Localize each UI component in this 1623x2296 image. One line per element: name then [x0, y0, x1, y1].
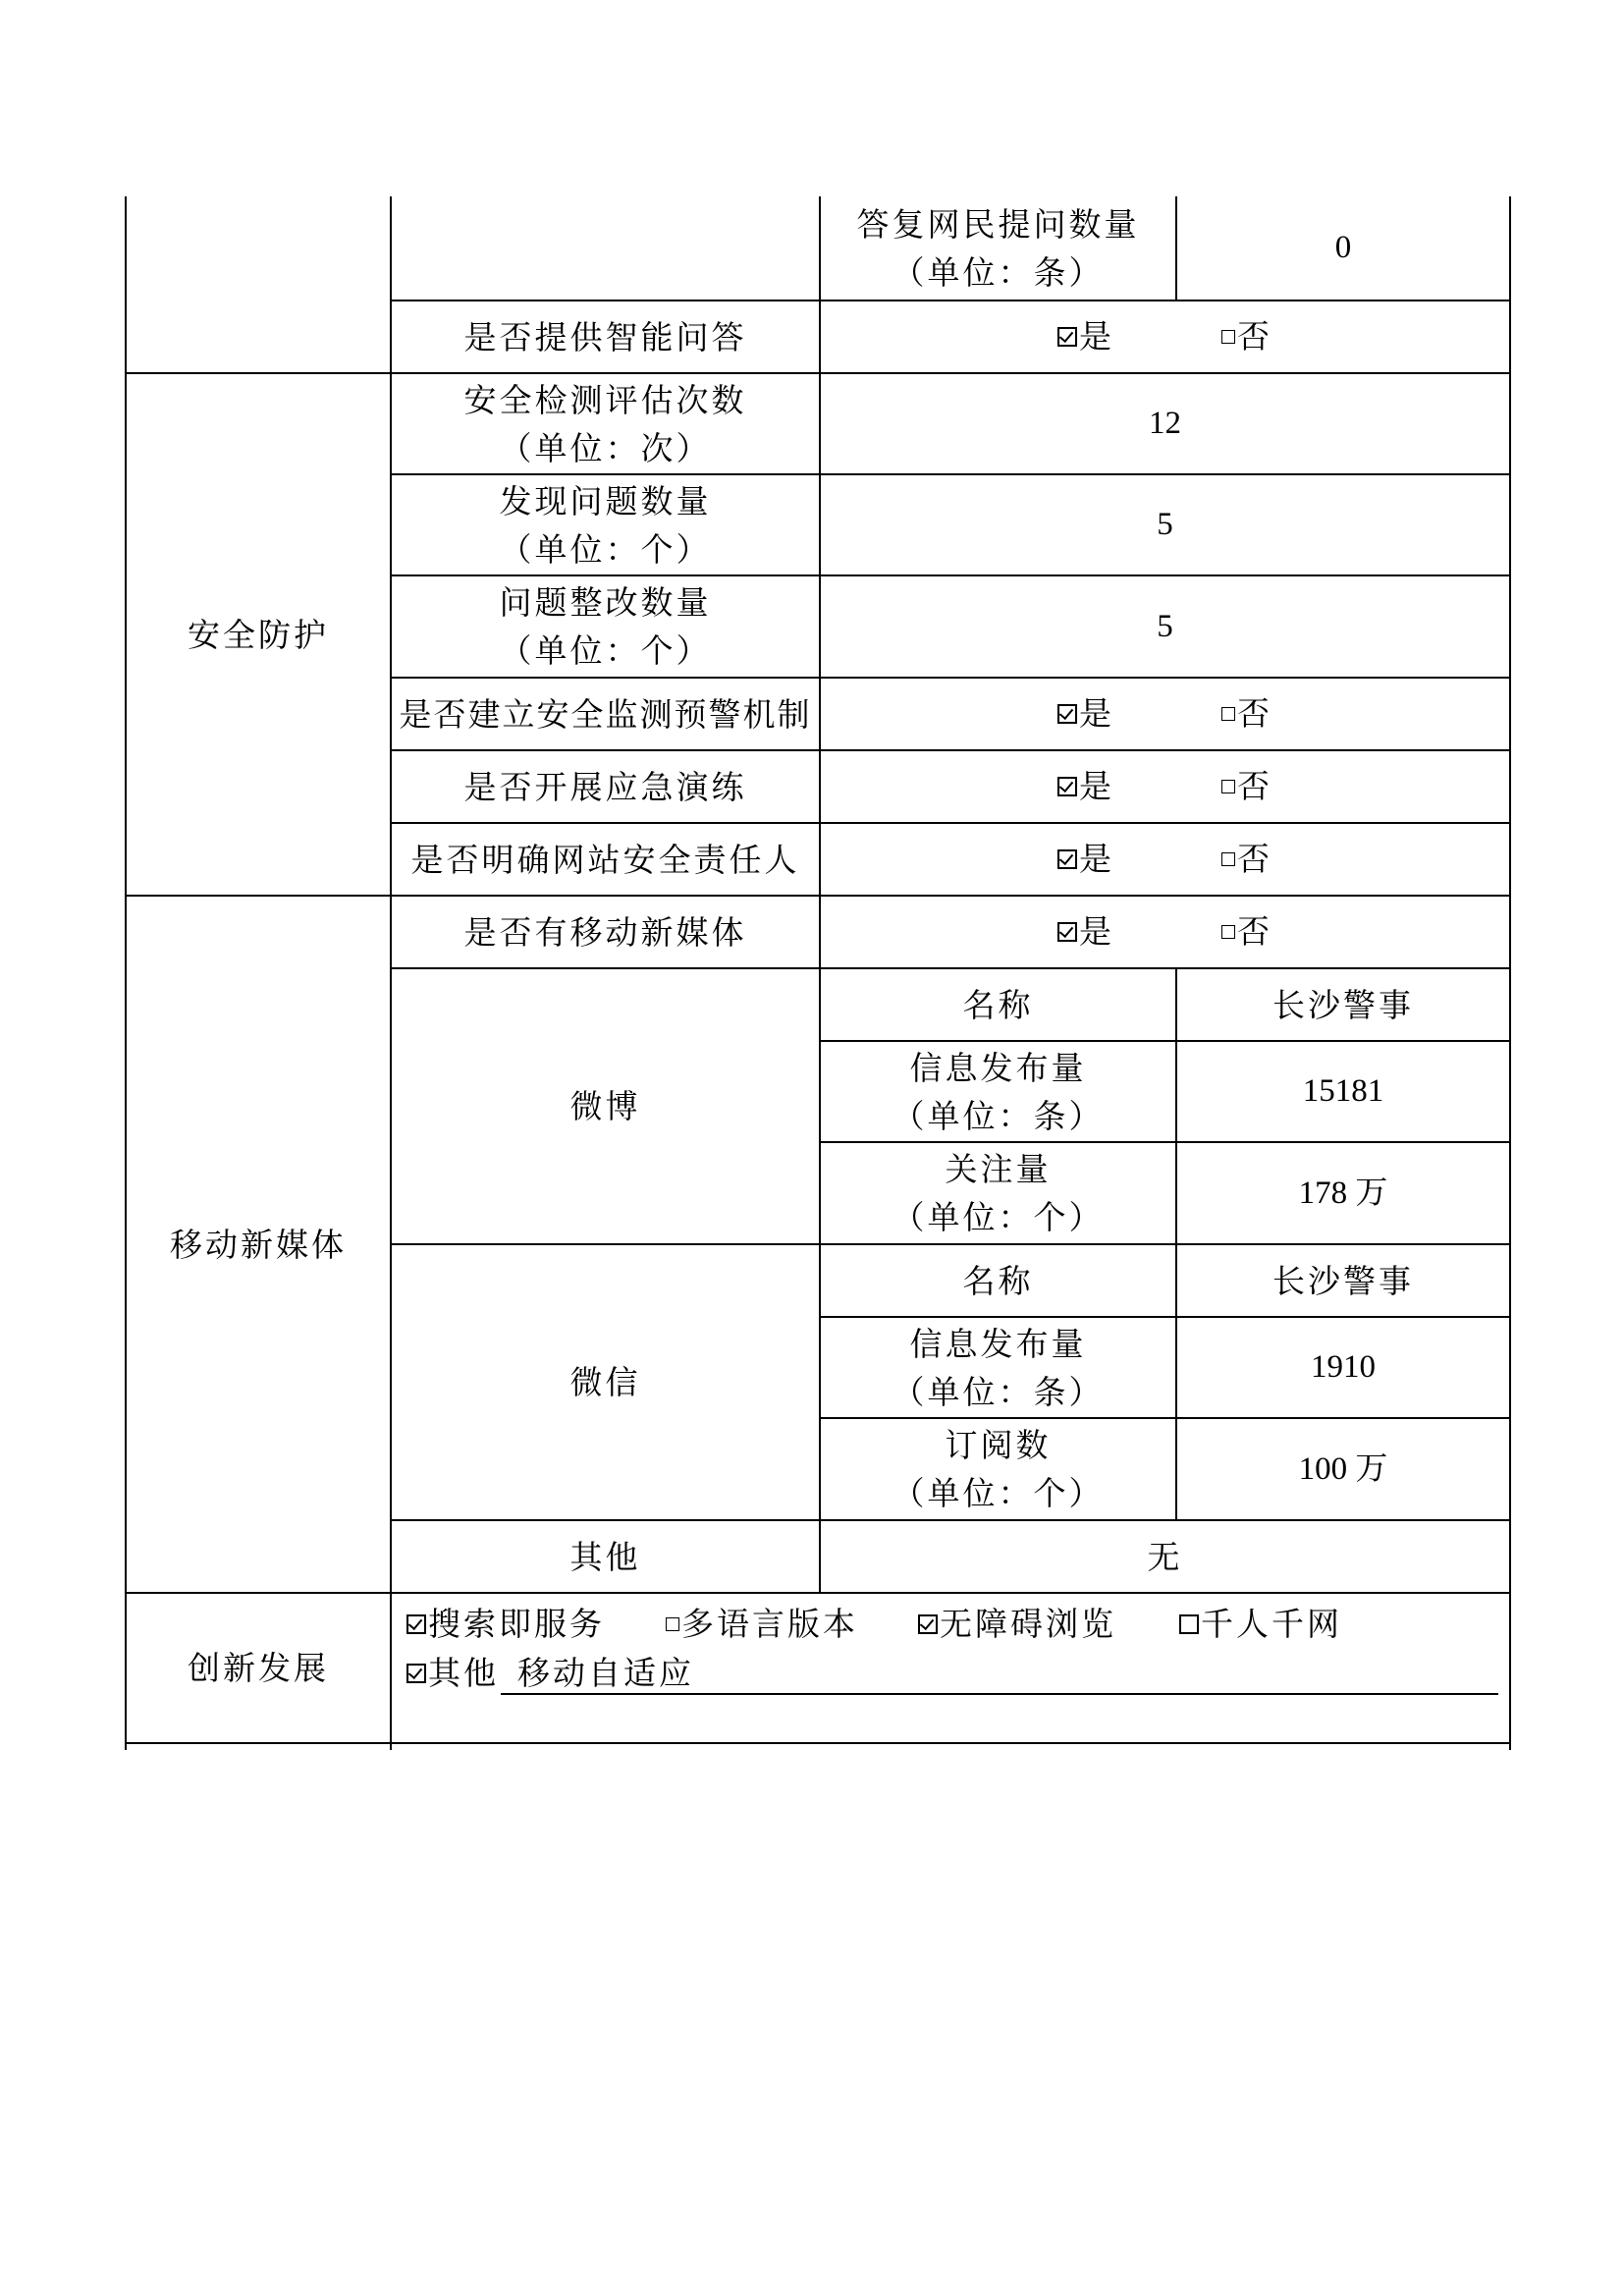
emergency-drill-label: 是否开展应急演练: [463, 767, 747, 806]
unit-line: （单位：次）: [499, 428, 712, 467]
checkbox-empty-icon[interactable]: [1221, 780, 1235, 793]
checkbox-checked-icon[interactable]: [1057, 777, 1077, 796]
option-label: 其他: [428, 1654, 499, 1692]
security-eval-count-label: [392, 374, 819, 473]
no-label: 否: [1237, 317, 1270, 355]
unit-line: （单位：个）: [499, 529, 712, 569]
option-accessibility[interactable]: [918, 1600, 1116, 1648]
yes-label: 是: [1079, 767, 1111, 805]
security-eval-count-value: 12: [1149, 406, 1181, 441]
label-line: 信息发布量: [909, 1048, 1087, 1087]
unit-line: （单位：条）: [892, 252, 1105, 292]
smart-qa-no[interactable]: [1221, 312, 1270, 360]
unit-line: （单位：个）: [499, 631, 712, 670]
responsible-person-label: 是否明确网站安全责任人: [410, 840, 800, 879]
weibo-label: 微博: [569, 1087, 641, 1125]
table-border-right: [1509, 196, 1511, 1750]
weibo-followers-value: 178 万: [1298, 1175, 1388, 1211]
option-search-as-service[interactable]: [406, 1600, 605, 1648]
mobile-media-section-label: 移动新媒体: [170, 1225, 347, 1264]
label-line: 问题整改数量: [499, 583, 712, 622]
underline: [501, 1693, 1498, 1695]
wechat-subscribers-value: 100 万: [1298, 1450, 1388, 1487]
yes-label: 是: [1079, 840, 1111, 878]
no-label: 否: [1237, 912, 1270, 951]
emergency-drill-no[interactable]: [1221, 762, 1270, 810]
checkbox-empty-icon[interactable]: [1179, 1614, 1199, 1634]
issues-fixed-value: 5: [1157, 608, 1173, 644]
has-mobile-media-no[interactable]: [1221, 907, 1270, 956]
checkbox-checked-icon[interactable]: [406, 1664, 426, 1683]
checkbox-checked-icon[interactable]: [918, 1614, 938, 1634]
option-label: 搜索即服务: [428, 1605, 605, 1643]
checkbox-empty-icon[interactable]: [1221, 330, 1235, 344]
emergency-drill-yes[interactable]: [1057, 762, 1111, 810]
responsible-person-no[interactable]: [1221, 835, 1270, 883]
checkbox-checked-icon[interactable]: [1057, 704, 1077, 724]
underline: [406, 1742, 1484, 1744]
checkbox-checked-icon[interactable]: [1057, 849, 1077, 869]
responsible-person-yes[interactable]: [1057, 835, 1111, 883]
yes-label: 是: [1079, 694, 1111, 733]
option-other[interactable]: [406, 1649, 499, 1697]
option-multilingual[interactable]: [666, 1600, 858, 1648]
issues-found-label: [392, 475, 819, 574]
no-label: 否: [1237, 767, 1270, 805]
weibo-name-value: 长沙警事: [1272, 985, 1414, 1024]
issues-fixed-label: [392, 576, 819, 677]
option-label: 多语言版本: [681, 1605, 858, 1643]
label-line: 安全检测评估次数: [463, 380, 747, 419]
weibo-followers-label: [821, 1143, 1175, 1243]
yes-label: 是: [1079, 912, 1111, 951]
unit-line: （单位：条）: [892, 1096, 1105, 1135]
has-mobile-media-yes[interactable]: [1057, 907, 1111, 956]
no-label: 否: [1237, 694, 1270, 733]
wechat-posts-label: [821, 1318, 1175, 1417]
yes-label: 是: [1079, 317, 1111, 355]
reply-count-value: 0: [1334, 230, 1352, 265]
weibo-name-label: 名称: [962, 985, 1034, 1024]
wechat-subscribers-label: [821, 1419, 1175, 1519]
option-personalized[interactable]: [1179, 1600, 1342, 1648]
unit-line: （单位：个）: [892, 1474, 1105, 1512]
has-mobile-media-label: 是否有移动新媒体: [463, 912, 747, 952]
wechat-label: 微信: [569, 1363, 641, 1401]
checkbox-empty-icon[interactable]: [1221, 925, 1235, 939]
wechat-posts-value: 1910: [1311, 1349, 1376, 1385]
option-label: 千人千网: [1201, 1605, 1342, 1643]
reply-count-label: [821, 196, 1175, 300]
weibo-posts-label: [821, 1042, 1175, 1141]
label-line: 答复网民提问数量: [856, 204, 1140, 244]
security-section-label: 安全防护: [188, 615, 329, 654]
other-media-value: 无: [1147, 1537, 1183, 1576]
weibo-posts-value: 15181: [1302, 1073, 1384, 1109]
checkbox-checked-icon[interactable]: [406, 1614, 426, 1634]
checkbox-checked-icon[interactable]: [1057, 327, 1077, 347]
smart-qa-label: 是否提供智能问答: [463, 317, 747, 356]
innovation-section-label: 创新发展: [188, 1649, 329, 1687]
no-label: 否: [1237, 840, 1270, 878]
label-line: 信息发布量: [909, 1324, 1087, 1363]
warning-mechanism-label: 是否建立安全监测预警机制: [399, 694, 812, 734]
checkbox-checked-icon[interactable]: [1057, 922, 1077, 942]
wechat-name-value: 长沙警事: [1272, 1261, 1414, 1300]
label-line: 关注量: [945, 1150, 1052, 1188]
issues-found-value: 5: [1157, 507, 1173, 542]
label-line: 发现问题数量: [499, 481, 712, 520]
warning-mechanism-no[interactable]: [1221, 689, 1270, 738]
unit-line: （单位：条）: [892, 1372, 1105, 1411]
smart-qa-yes[interactable]: [1057, 312, 1111, 360]
warning-mechanism-yes[interactable]: [1057, 689, 1111, 738]
wechat-name-label: 名称: [962, 1261, 1034, 1300]
checkbox-empty-icon[interactable]: [666, 1617, 679, 1631]
label-line: 订阅数: [945, 1426, 1052, 1464]
other-value: 移动自适应: [517, 1654, 694, 1692]
option-label: 无障碍浏览: [940, 1605, 1116, 1643]
other-value-text: [517, 1649, 694, 1697]
checkbox-empty-icon[interactable]: [1221, 707, 1235, 721]
unit-line: （单位：个）: [892, 1198, 1105, 1236]
checkbox-empty-icon[interactable]: [1221, 852, 1235, 866]
other-media-label: 其他: [569, 1537, 641, 1576]
